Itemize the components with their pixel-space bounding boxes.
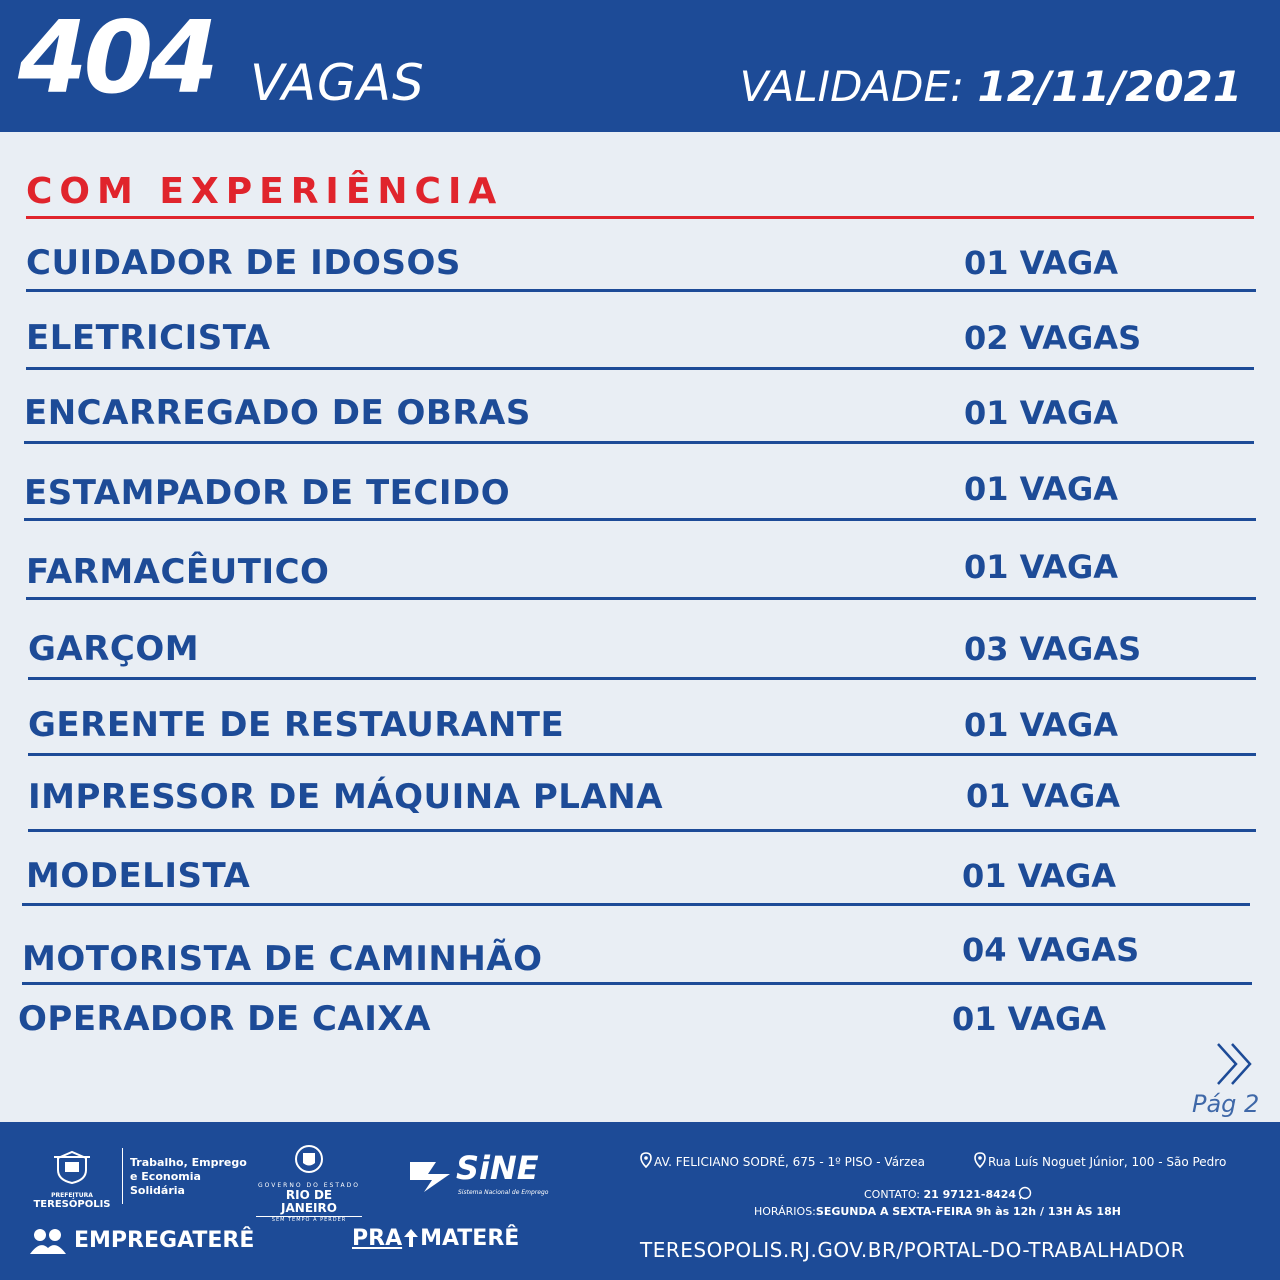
job-quantity: 01 VAGA	[964, 470, 1119, 508]
state-seal-icon	[294, 1144, 324, 1174]
prefeitura-logo	[30, 1150, 114, 1210]
row-divider	[24, 441, 1254, 444]
job-title: IMPRESSOR DE MÁQUINA PLANA	[28, 777, 664, 817]
location-pin-icon	[640, 1152, 652, 1168]
address-varzea: AV. FELICIANO SODRÉ, 675 - 1º PISO - Várzea	[640, 1152, 925, 1168]
opening-hours: HORÁRIOS:SEGUNDA A SEXTA-FEIRA 9h às 12h / 13H ÀS 18H	[754, 1205, 1121, 1218]
empregatere-text: EMPREGATERÊ	[74, 1228, 255, 1253]
sine-logo: SiNE	[456, 1149, 539, 1187]
job-quantity: 03 VAGAS	[964, 630, 1142, 668]
location-pin-icon	[974, 1152, 986, 1168]
job-title: ESTAMPADOR DE TECIDO	[24, 473, 511, 513]
pracamatere-logo: PRA MATERÊ	[352, 1226, 520, 1251]
job-title: GARÇOM	[28, 629, 200, 669]
row-divider	[22, 903, 1250, 906]
empregatere-logo	[28, 1226, 255, 1261]
logo-divider	[122, 1148, 123, 1204]
governo-line3: SEM TEMPO A PERDER	[271, 1217, 347, 1224]
job-quantity: 02 VAGAS	[964, 319, 1142, 357]
row-divider	[26, 367, 1254, 370]
address-sao-pedro: Rua Luís Noguet Júnior, 100 - São Pedro	[974, 1152, 1226, 1168]
sine-logo-icon	[406, 1156, 454, 1196]
job-quantity: 01 VAGA	[966, 777, 1121, 815]
prefeitura-label: PREFEITURA	[51, 1192, 93, 1199]
prefeitura-name: TERESÓPOLIS	[33, 1199, 111, 1210]
footer	[0, 1122, 1280, 1280]
job-title: MOTORISTA DE CAMINHÃO	[22, 939, 543, 979]
whatsapp-icon	[1018, 1186, 1032, 1200]
page-indicator: Pág 2	[1192, 1090, 1260, 1118]
row-divider	[28, 753, 1256, 756]
validity-label: VALIDADE:	[739, 62, 965, 111]
row-divider	[22, 982, 1252, 985]
job-quantity: 01 VAGA	[964, 244, 1119, 282]
job-title: ELETRICISTA	[26, 318, 271, 358]
job-title: CUIDADOR DE IDOSOS	[26, 243, 461, 283]
row-divider	[28, 829, 1256, 832]
validity-date: 12/11/2021	[977, 62, 1242, 111]
job-title: GERENTE DE RESTAURANTE	[28, 705, 565, 745]
coat-of-arms-icon	[52, 1150, 92, 1184]
section-title: COM EXPERIÊNCIA	[26, 171, 504, 212]
vacancy-count: 404	[18, 0, 215, 116]
job-quantity: 01 VAGA	[964, 706, 1119, 744]
job-quantity: 01 VAGA	[964, 548, 1119, 586]
job-quantity: 01 VAGA	[962, 857, 1117, 895]
job-quantity: 01 VAGA	[964, 394, 1119, 432]
arrow-up-icon	[402, 1228, 420, 1248]
row-divider	[24, 518, 1256, 521]
job-title: OPERADOR DE CAIXA	[18, 999, 431, 1039]
governo-line2: RIO DE JANEIRO	[256, 1189, 362, 1217]
secretaria-name: Trabalho, Emprego e Economia Solidária	[130, 1156, 247, 1197]
double-chevron-right-icon[interactable]	[1212, 1040, 1260, 1088]
row-divider	[26, 597, 1256, 600]
job-title: MODELISTA	[26, 856, 251, 896]
vacancy-count-label: VAGAS	[250, 54, 425, 112]
governo-rj-logo	[256, 1144, 362, 1224]
job-title: FARMACÊUTICO	[26, 552, 330, 592]
job-quantity: 04 VAGAS	[962, 931, 1140, 969]
contact-phone[interactable]: 21 97121-8424	[923, 1188, 1017, 1201]
job-quantity: 01 VAGA	[952, 1000, 1107, 1038]
row-divider	[28, 677, 1256, 680]
job-title: ENCARREGADO DE OBRAS	[24, 393, 531, 433]
governo-line1: GOVERNO DO ESTADO	[258, 1182, 360, 1189]
portal-url[interactable]: TERESOPOLIS.RJ.GOV.BR/PORTAL-DO-TRABALHADOR	[640, 1238, 1186, 1262]
contact: CONTATO: 21 97121-8424	[864, 1186, 1032, 1200]
handshake-icon	[28, 1226, 68, 1256]
sine-subtitle: Sistema Nacional de Emprego	[458, 1189, 549, 1196]
row-divider	[26, 289, 1256, 292]
